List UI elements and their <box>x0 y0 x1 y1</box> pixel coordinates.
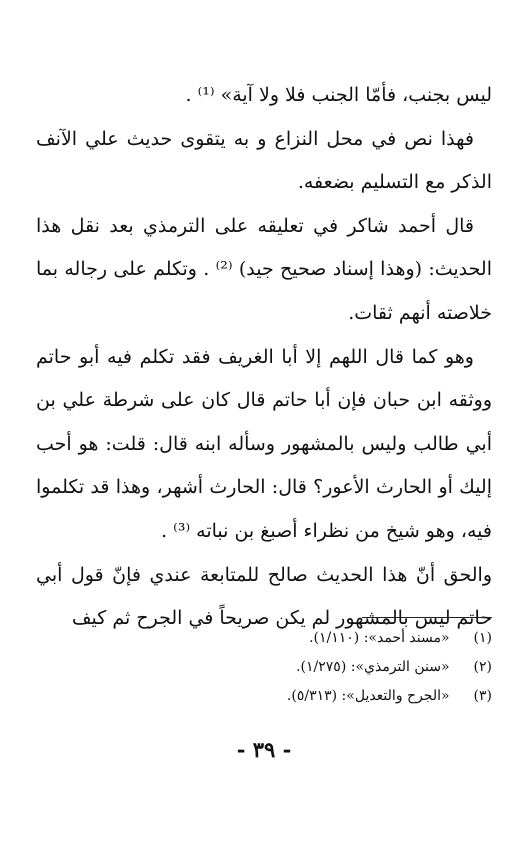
paragraph-4: وهو كما قال اللهم إلا أبا الغريف فقد تكلم فيه أبو حاتم ووثقه ابن حبان فإن أبا حاتم قال كان على شرطة علي بن أبي طالب وليس بالمشهور وسأله ابنه قال: قلت: هو أحب إليك أو الحارث الأعور؟ قال: الحارث أشهر، وهذا قد تكلموا فيه، وهو شيخ من نظراء أصبغ بن نباته ⁽³⁾ . <box>36 345 492 542</box>
footnote-number: (١) <box>473 630 492 646</box>
footnote-text: «مسند أحمد»: (١/١١٠). <box>309 630 450 646</box>
paragraph-5: والحق أنّ هذا الحديث صالح للمتابعة عندي فإنّ قول أبي حاتم ليس بالمشهور لم يكن صريحاً في الجرح ثم كيف <box>36 563 492 630</box>
footnote-text: «سنن الترمذي»: (١/٢٧٥). <box>296 659 450 675</box>
paragraph-1: ليس بجنب، فأمّا الجنب فلا ولا آية» ⁽¹⁾ . <box>185 84 492 106</box>
paragraph-2: فهذا نص في محل النزاع و به يتقوى حديث علي الآنف الذكر مع التسليم بضعفه. <box>36 127 492 194</box>
footnote-divider <box>362 617 492 618</box>
footnote-2 <box>36 653 492 682</box>
main-text <box>36 74 492 641</box>
footnotes <box>36 624 492 711</box>
footnote-1 <box>36 624 492 653</box>
footnote-text: «الجرح والتعديل»: (٥/٣١٣). <box>286 688 450 704</box>
footnote-number: (٢) <box>473 659 492 675</box>
footnote-number: (٣) <box>473 688 492 704</box>
footnote-3 <box>36 682 492 711</box>
paragraph-3: قال أحمد شاكر في تعليقه على الترمذي بعد نقل هذا الحديث: (وهذا إسناد صحيح جيد) ⁽²⁾ . وتكلم على رجاله بما خلاصته أنهم ثقات. <box>36 214 492 324</box>
page-number: - ٣٩ - <box>236 737 292 762</box>
